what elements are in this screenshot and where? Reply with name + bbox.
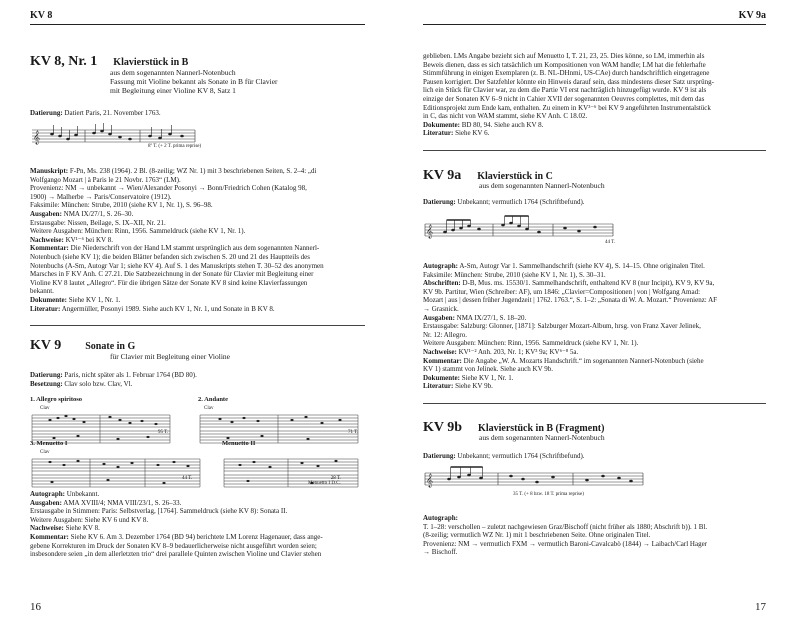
header-rule bbox=[423, 24, 766, 25]
page-number-right: 17 bbox=[755, 601, 766, 613]
entry-title: KV 9 bbox=[30, 338, 62, 353]
header-rule bbox=[30, 24, 365, 25]
kv8-dating: Datierung: Datiert Paris, 21. November 1763. bbox=[30, 109, 161, 117]
entry-separator bbox=[423, 403, 766, 404]
svg-text:𝄞: 𝄞 bbox=[426, 224, 434, 238]
entry-subtitle: Klavierstück in B bbox=[113, 57, 189, 68]
kv9a-dating: Datierung: Unbekannt; vermutlich 1764 (Schriftbefund). bbox=[423, 198, 585, 206]
right-page bbox=[393, 0, 786, 622]
running-header-right: KV 9a bbox=[738, 10, 766, 21]
entry-subtitle: Sonate in G bbox=[85, 341, 136, 352]
entry-subtitle: Klavierstück in B (Fragment) bbox=[478, 423, 605, 434]
music-incipit-kv8 bbox=[30, 122, 220, 162]
entry-kv9b-description: aus dem sogenannten Nannerl-Notenbuch bbox=[479, 433, 605, 442]
entry-separator bbox=[423, 150, 766, 151]
svg-text:𝄞: 𝄞 bbox=[33, 130, 41, 144]
entry-title: KV 8, Nr. 1 bbox=[30, 54, 98, 69]
kv9a-body: Autograph: A-Sm, Autogr Var 1. Sammelhandschrift (siehe KV 4), S. 14–15. Ohne originalen Titel. Faksimile: München: Strube, 2010 (siehe KV 1, Nr. 1), S. 30–31. Abschriften: D-B, Mus. ms. 15530/1. Sammelhandschrift, enthaltend KV 8 (nur Incipit), KV 9, KV 9a, KV 9b. Partitur, Wien (Schreiber: AF), um 1846: „Clavier=Compositionen | von | Wolfgang Amad: Mozart | aus | dessen früher Jugendzeit | 1762. 1763.“, S. 1–2: „Sonata di W. A. Mozart.“ Provenienz: AF → Grasnick. Ausgaben: NMA IX/27/1, S. 18–20. Erstausgabe: Salzburg: Glonner, [1871]: Salzburger Mozart-Album, hrsg. von Franz Xaver Jelinek, Nr. 12: Allegro. Weitere Ausgaben: München: Rinn, 1956. Sammeldruck (siehe KV 1, Nr. 1). Nachweise: KV¹⁻² Anh. 203, Nr. 1; KV³ 9a; KV⁶⁻⁸ 5a. Kommentar: Die Angabe „W. A. Mozarts Handschrift.“ im sogenannten Nannerl-Notenbuch (siehe KV 1) stammt von Jelinek. Siehe auch KV 9b. Dokumente: Siehe KV 1, Nr. 1. Literatur: Siehe KV 9b. bbox=[423, 262, 718, 391]
page-number-left: 16 bbox=[30, 601, 41, 613]
kv9-body: Autograph: Unbekannt. Ausgaben: AMA XVIII/4; NMA VIII/23/1, S. 26–33. Erstausgabe in Stimmen: Paris: Selbstverlag, [1764]. Sammeldruck (siehe KV 8): Sonata II. Weitere Ausgaben: Siehe KV 6 und KV 8. Nachweise: Siehe KV 8. Kommentar: Siehe KV 6. Am 3. Dezember 1764 (BD 94) berichtete LM Lorenz Hagenauer, dass ange- gebene Korrekturen im Druck der Sonaten KV 8–9 bedauerlicherweise nicht ausgeführt worden seien; insbesondere seien „in dem allerletzten trio“ drei parallele Quinten zwischen Violine und Clavier stehen bbox=[30, 490, 323, 559]
entry-title: KV 9b bbox=[423, 420, 463, 435]
music-incipit-kv9a bbox=[423, 210, 623, 250]
incipit-caption: 44 T. bbox=[605, 240, 616, 245]
kv9b-body: Autograph: T. 1–28: verschollen – zuletzt nachgewiesen Graz/Bischoff (nicht früher als 1880; Abschrift b)). 1 Bl. (8-zeilig; vermutlich WZ Nr. 1) mit 1 beschriebenen Seite. Ohne originalen Titel. Provenienz: NM → vermutlich FXM → vermutlich Baroni-Cavalcabò (1844) → Laibach/Carl Hager → Bischoff. bbox=[423, 514, 708, 557]
incipit-caption: 35 T. (+ 8 bzw. 18 T. prima reprise) bbox=[513, 492, 584, 497]
kv9-dating: Datierung: Paris, nicht später als 1. Februar 1764 (BD 80). Besetzung: Clav solo bzw. Clav, Vl. bbox=[30, 371, 197, 388]
entry-title: KV 9a bbox=[423, 168, 462, 183]
incipit-caption: 8º T. (+ 2 T. prima reprise) bbox=[148, 144, 202, 149]
music-incipit-movement-1: 1. Allegro spiritoso Clav 95 T. bbox=[30, 396, 180, 445]
kv9-continuation: geblieben. LMs Angabe bezieht sich auf Menuetto I, T. 21, 23, 25. Dies könne, so LM, immerhin als Beweis dienen, dass es sich tatsächlich um Kompositionen von WAM handle; LM hat die fehlerhafte Stimmführung in einigen Exemplaren (z. B. NL-DHnmi, US-CAe) durch handschriftlich eingetragene Pausen korrigiert. Der Satzfehler könnte ein Hinweis darauf sein, dass mindestens dieser Satz ursprüng- lich ein Stück für Clavier war, zu dem die Partie VI erst nachträglich hinzugefügt wurde. KV 9 ist als einzige der Sonaten KV 6–9 nicht in Cahier XVII der sogenannten Oeuvres complettes, mit dem das Editionsprojekt zum Ende kam, enthalten. Zu einem in KV³⁻⁶ bei KV 9 angeführten Instrumentalstück in C, das nicht von WAM stammt, siehe KV Anh. C 18.02. Dokumente: BD 80, 94. Siehe auch KV 8. Literatur: Siehe KV 6. bbox=[423, 52, 715, 138]
kv9b-dating: Datierung: Unbekannt; vermutlich 1764 (Schriftbefund). bbox=[423, 452, 585, 460]
music-incipit-kv9b bbox=[423, 463, 653, 503]
svg-text:𝄞: 𝄞 bbox=[426, 473, 434, 487]
music-incipit-movement-2: 2. Andante Clav 71 T. bbox=[198, 396, 363, 445]
entry-subtitle: Klavierstück in C bbox=[477, 171, 553, 182]
running-header-left: KV 8 bbox=[30, 10, 53, 21]
entry-kv8-description: aus dem sogenannten Nannerl-Notenbuch Fassung mit Violine bekannt als Sonate in B für Clavier mit Begleitung einer Violine KV 8, Satz 1 bbox=[110, 68, 278, 95]
kv8-body: Manuskript: F-Pn, Ms. 238 (1964). 2 Bl. (8-zeilig; WZ Nr. 1) mit 3 beschriebenen Seiten, S. 2–4: „di Wolfgango Mozart | à Paris le 21 Novbr. 1763“ (LM). Provenienz: NM → unbekannt → Wien/Alexander Posonyi → Bonn/Friedrich Cohen (Katalog 98, 1900) → Malherbe → Paris/Conservatoire (1912). Faksimile: München: Strube, 2010 (siehe KV 1, Nr. 1), S. 96–98. Ausgaben: NMA IX/27/1, S. 26–30. Erstausgabe: Nissen, Beilage, S. IX–XII, Nr. 21. Weitere Ausgaben: München: Rinn, 1956. Sammeldruck (siehe KV 1, Nr. 1). Nachweise: KV¹⁻⁶ bei KV 8. Kommentar: Die Niederschrift von der Hand LM stammt ursprünglich aus dem sogenannten Nannerl- Notenbuch (siehe KV 1); die beiden Blätter befanden sich zwischen S. 20 und 21 des Hauptteils des Notenbuchs (A-Sm, Autogr Var 1; siehe KV 4). Auf S. 1 des Manuskripts stehen T. 30–52 des anonymen Marsches in F KV Anh. C 27.21. Die Satzbezeichnung in der Sonate für Clavier mit Begleitung einer Violine KV 8 lautet „Allegro“. Für die übrigen Sätze der Sonate KV 8 sind keine Klavierfassungen bekannt. Dokumente: Siehe KV 1, Nr. 1. Literatur: Angermüller, Posonyi 1989. Siehe auch KV 1, Nr. 1, und Sonate in B KV 8. bbox=[30, 167, 324, 313]
entry-kv9-description: für Clavier mit Begleitung einer Violine bbox=[110, 352, 231, 361]
entry-kv9a-description: aus dem sogenannten Nannerl-Notenbuch bbox=[479, 181, 605, 190]
music-incipit-movement-3: 3. Menuetto I Clav 44 T. bbox=[30, 440, 205, 489]
entry-separator bbox=[30, 325, 365, 326]
music-incipit-movement-4: Menuetto II 28 T. Menuetto I D.C. bbox=[222, 440, 341, 486]
